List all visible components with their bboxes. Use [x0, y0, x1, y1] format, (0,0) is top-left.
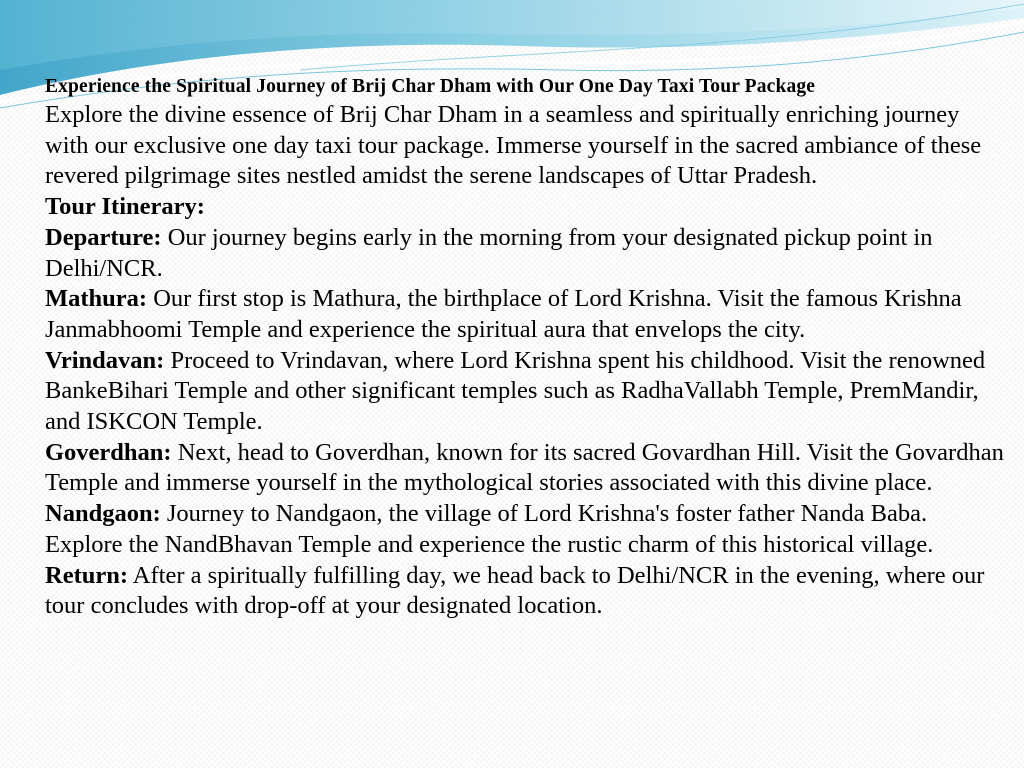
itinerary-stop-nandgaon [45, 499, 1005, 560]
stop-text: After a spiritually fulfilling day, we head back to Delhi/NCR in the evening, where our tour concludes with drop-off at your designated location. [45, 561, 985, 620]
itinerary-heading: Tour Itinerary: [45, 193, 205, 221]
document-title: Experience the Spiritual Journey of Brij Char Dham with Our One Day Taxi Tour Package [45, 76, 816, 97]
stop-label: Return: [45, 561, 129, 589]
stop-label: Vrindavan: [45, 346, 165, 374]
stop-text: Our journey begins early in the morning from your designated pickup point in Delhi/NCR. [45, 223, 933, 282]
stop-text: Our first stop is Mathura, the birthplace of Lord Krishna. Visit the famous Krishna Janmabhoomi Temple and experience the spiritual aura that envelops the city. [45, 285, 962, 343]
itinerary-stop-return [45, 561, 1005, 622]
stop-label: Goverdhan: [45, 438, 172, 466]
stop-label: Mathura: [45, 285, 148, 313]
stop-text: Proceed to Vrindavan, where Lord Krishna spent his childhood. Visit the renowned BankeBihari Temple and other significant temples such as RadhaVallabh Temple, PremMandir, and ISKCON Temple. [45, 346, 986, 436]
stop-text: Journey to Nandgaon, the village of Lord Krishna's foster father Nanda Baba. Explore the NandBhavan Temple and experience the rustic charm of this historical village. [45, 500, 934, 558]
stop-text: Next, head to Goverdhan, known for its sacred Govardhan Hill. Visit the Govardhan Temple and immerse yourself in the mythological stories associated with this divine place. [45, 438, 1004, 497]
itinerary-stop-goverdhan [45, 438, 1005, 499]
itinerary-stop-mathura [45, 284, 1005, 345]
document-body [45, 74, 1005, 622]
intro-paragraph: Explore the divine essence of Brij Char Dham in a seamless and spiritually enriching journey with our exclusive one day taxi tour package. Immerse yourself in the sacred ambiance of these revered pilgrimage sites nestled amidst the serene landscapes of Uttar Pradesh. [45, 101, 982, 190]
stop-label: Departure: [45, 223, 162, 251]
itinerary-stop-vrindavan [45, 346, 1005, 438]
itinerary-stop-departure [45, 223, 1005, 284]
stop-label: Nandgaon: [45, 500, 161, 528]
